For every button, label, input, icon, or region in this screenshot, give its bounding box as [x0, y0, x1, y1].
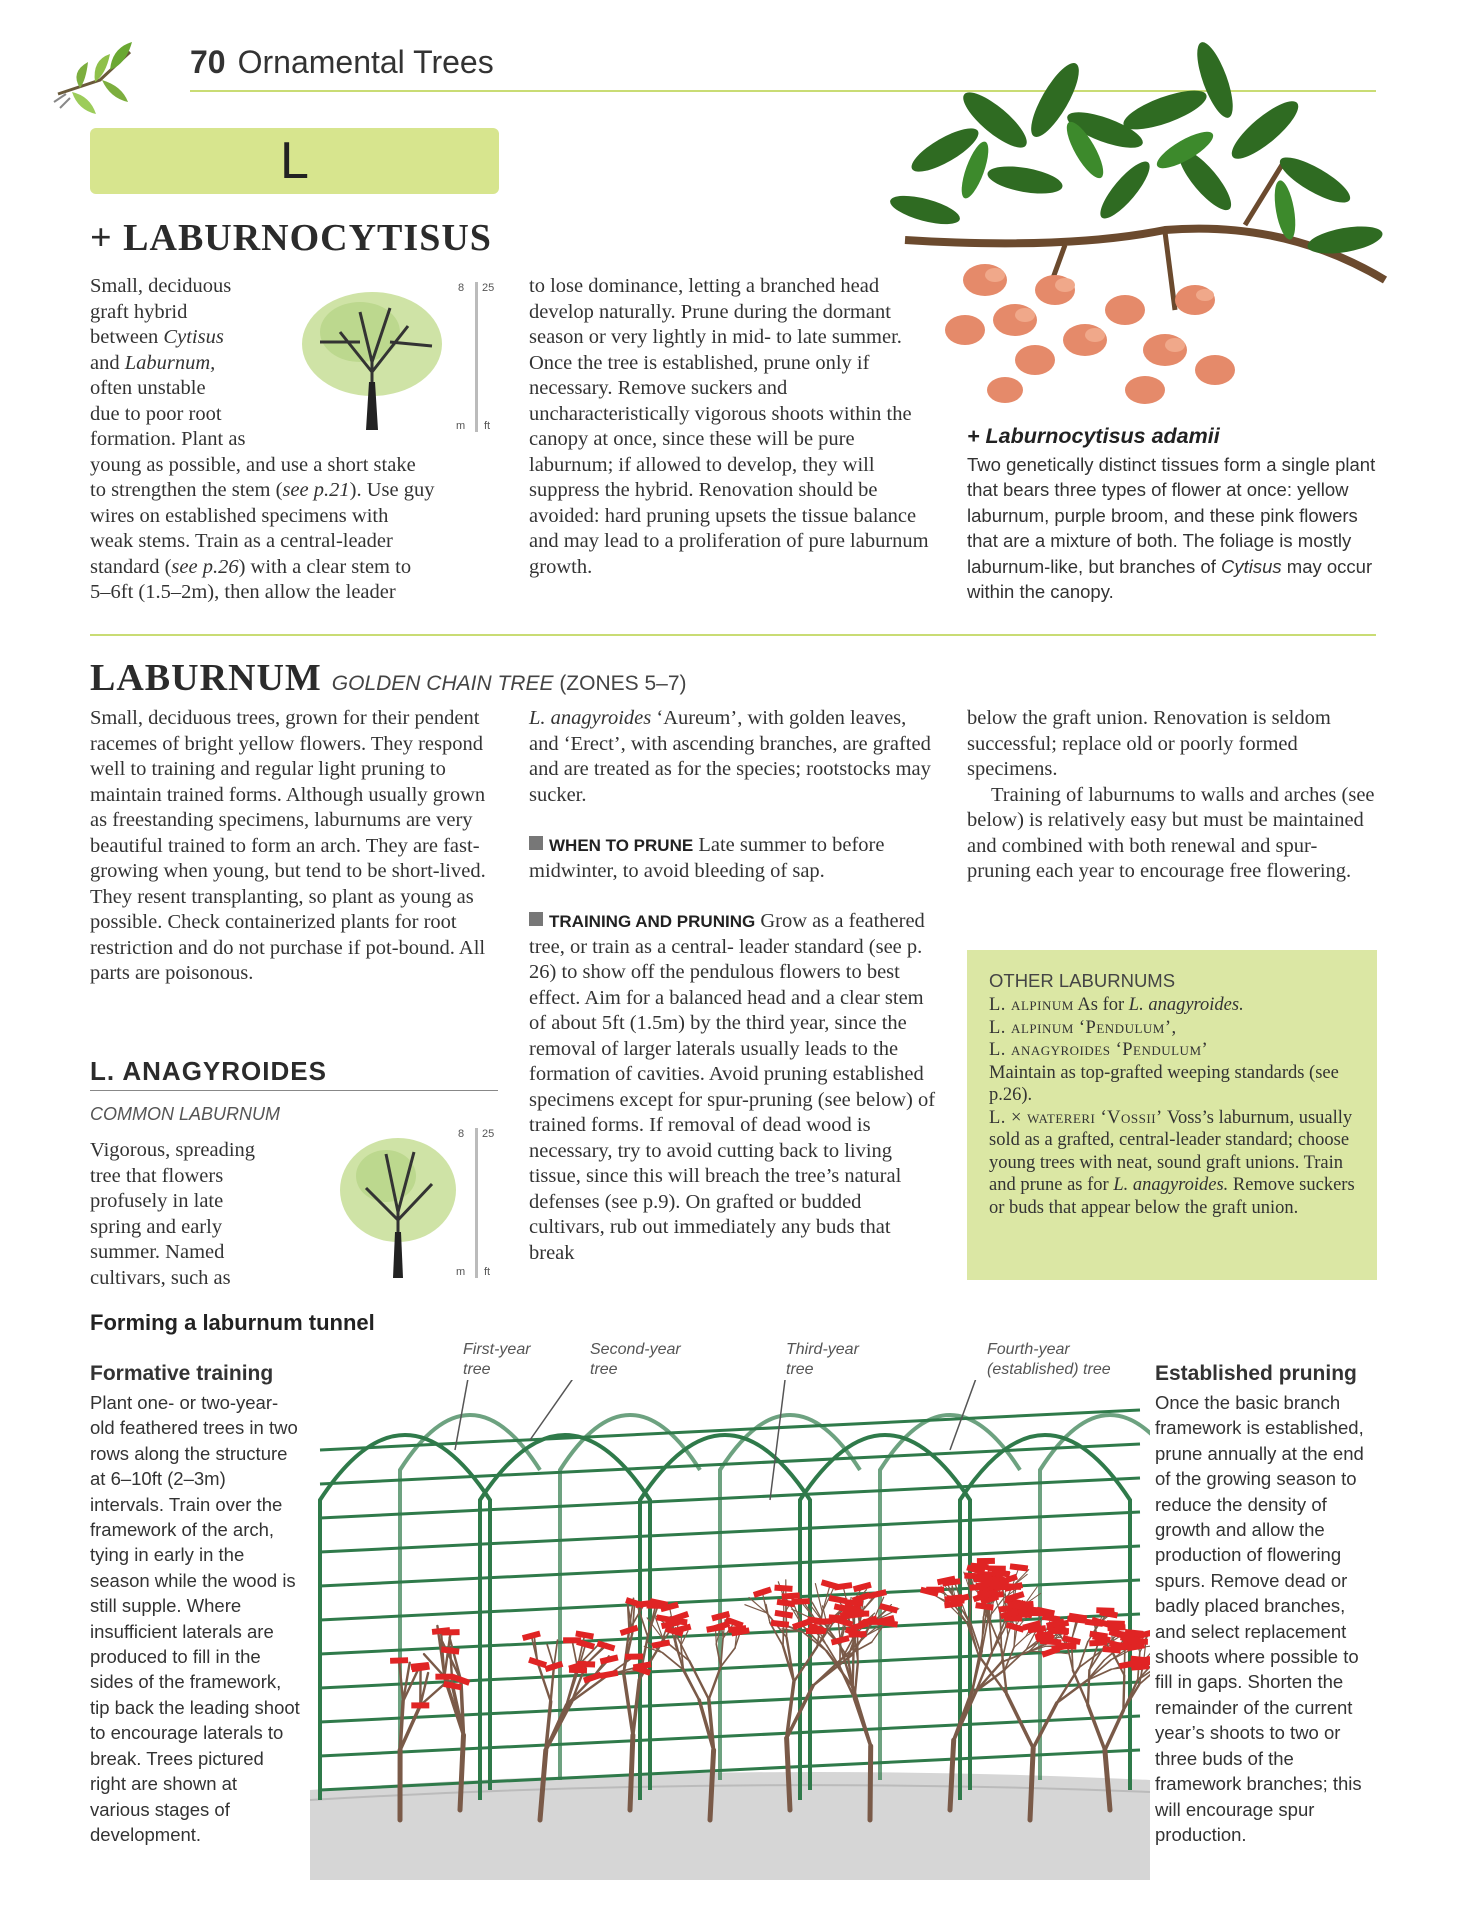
tie-mark [834, 1582, 853, 1590]
scale-top-m: 8 [458, 1128, 465, 1140]
tie-mark [1003, 1583, 1021, 1590]
tunnel-title: Forming a laburnum tunnel [90, 1310, 375, 1335]
tree-branch [1073, 1670, 1088, 1705]
tree-branch [855, 1662, 858, 1699]
tie-mark [879, 1603, 898, 1613]
tie-mark [1107, 1624, 1125, 1631]
other-laburnums-box [967, 950, 1377, 1280]
tie-mark [829, 1595, 848, 1604]
laburnocytisus-photo [865, 40, 1395, 420]
scale-top-ft: 25 [482, 1128, 495, 1140]
tie-mark [435, 1674, 453, 1680]
tree-branch [1088, 1670, 1090, 1705]
formative-title: Formative training [90, 1362, 274, 1385]
arch-hoop-rear [400, 1415, 540, 1780]
scale-bar-1 [475, 282, 478, 432]
anagyroides-title: L. ANAGYROIDES [90, 1056, 327, 1086]
laburnum-col3 [967, 706, 1377, 885]
formative-text: Plant one- or two-year-old feathered trees in two rows along the structure at 6–10ft (2–3m) intervals. Train over the framework of the arch, tying in early in the season while the wood is still supple. Where insufficient laterals are produced to fill in the sides of the framework, tip back the leading shoot to encourage laterals to break. Trees pictured right are shown at various stages of development. [90, 1392, 300, 1845]
tie-mark [806, 1628, 824, 1634]
tie-mark [442, 1629, 460, 1635]
tree-branch [1030, 1748, 1033, 1820]
tie-mark [1010, 1563, 1029, 1571]
tie-mark [596, 1640, 615, 1651]
tree-branch [787, 1738, 790, 1810]
scale-unit-ft: ft [484, 420, 491, 432]
text-line: profusely in late [90, 1190, 224, 1212]
tree-branch [1124, 1646, 1125, 1675]
text-line: to strengthen the stem (see p.21). Use guy [90, 479, 435, 501]
laburnum-common-name: GOLDEN CHAIN TREE [331, 672, 554, 695]
text-line: often unstable [90, 377, 206, 399]
tree-branch [990, 1625, 992, 1652]
tie-mark [851, 1611, 869, 1617]
tunnel-illustration [310, 1380, 1150, 1880]
tie-mark [974, 1576, 992, 1583]
tree-branch [1088, 1705, 1105, 1750]
tie-mark [792, 1598, 810, 1605]
laburnum-heading [90, 656, 687, 700]
tie-mark [988, 1565, 1006, 1571]
tie-mark [1058, 1643, 1076, 1650]
entry-alpinum: L. alpinum As for L. anagyroides. [989, 995, 1244, 1015]
tree-branch [460, 1735, 464, 1810]
tie-mark [977, 1558, 995, 1564]
text-line: cultivars, such as [90, 1266, 231, 1289]
scale-unit-m: m [456, 420, 466, 432]
tie-mark [563, 1637, 581, 1643]
tree-branch [855, 1699, 871, 1747]
text-line: and Laburnum, [90, 351, 216, 374]
tie-mark [411, 1702, 429, 1708]
paragraph: to lose dominance, letting a branched head develop naturally. Prune during the dormant season or very lightly in mid- to late summer. Once the tree is established, prune only if necessary. Remove suckers and uncharacteristically vigorous shoots within the canopy at once, since these will be pure laburnum; if allowed to develop, they will suppress the hybrid. Renovation should be avoided: hard pruning upsets the tissue balance and may lead to a proliferation of pure laburnum growth. [529, 275, 929, 578]
frame-rail [320, 1478, 1140, 1518]
laburnocytisus-caption: Two genetically distinct tissues form a single plant that bears three types of flower at once: yellow laburnum, purple broom, and these pink flowers that are a mixture of both. The foliage is mostly laburnum-like, but branches of Cytisus may occur within the canopy. [967, 454, 1376, 603]
laburnum-col2 [529, 706, 937, 1266]
text-line: young as possible, and use a short stake [90, 453, 416, 476]
tree-branch [745, 1605, 767, 1613]
frame-rail [320, 1716, 1140, 1756]
anagyroides-text [90, 1138, 320, 1291]
tree-branch [786, 1603, 787, 1637]
when-to-prune: WHEN TO PRUNE Late summer to before midwinter, to avoid bleeding of sap. [529, 834, 885, 882]
training-and-pruning: TRAINING AND PRUNING Grow as a feathered tree, or train as a central- leader standard (see p. 26) to show off the pendulous flowers to best effect. Aim for a balanced head and a clear stem of about 5ft (1.5m) by the third year, since the removal of larger laterals usually leads to the formation of cavities. Avoid pruning established specimens except for spur-pruning (see below) of trained forms. If removal of dead wood is necessary, try to avoid cutting back to living tissue, since this will breach the tree’s natural defenses (see p.9). On grafted or budded cultivars, rub out immediately any buds that break [529, 910, 936, 1264]
label-second-year: Second-year tree [590, 1341, 681, 1378]
text-line: Small, deciduous [90, 275, 232, 297]
laburnocytisus-caption-title: + Laburnocytisus adamii [967, 424, 1220, 448]
tree-branch [1089, 1643, 1098, 1670]
tree-branch [870, 1746, 871, 1820]
tie-mark [829, 1614, 847, 1621]
letter-tab-label: L [280, 132, 309, 190]
paragraph: L. anagyroides ‘Aureum’, with golden leaves, and ‘Erect’, with ascending branches, are grafted and are treated as for the species; rootstocks may sucker. [529, 707, 931, 806]
tie-mark [853, 1582, 872, 1592]
text-line: wires on established specimens with [90, 504, 389, 527]
tree-branch [630, 1735, 633, 1810]
label-third-year: Third-year tree [786, 1341, 859, 1378]
text-line: Vigorous, spreading [90, 1139, 256, 1161]
frame-rail [320, 1512, 1140, 1552]
entry-anagyroides-pendulum: L. anagyroides ‘Pendulum’ [989, 1040, 1209, 1060]
laburnocytisus-col2 [529, 274, 929, 580]
tie-mark [390, 1657, 408, 1664]
header-title [190, 44, 494, 81]
text-line: 5–6ft (1.5–2m), then allow the leader [90, 581, 396, 603]
tie-mark [651, 1639, 670, 1648]
text-line: summer. Named [90, 1241, 225, 1263]
section-rule [90, 634, 1376, 636]
label-first-year: First-year tree [463, 1341, 531, 1378]
label-fourth-year: Fourth-year (established) tree [987, 1341, 1111, 1378]
anagyroides-rule [90, 1090, 498, 1091]
tree-branch [970, 1592, 971, 1620]
established-title: Established pruning [1155, 1362, 1357, 1385]
tree-branch [689, 1661, 708, 1699]
text-line: between Cytisus [90, 326, 224, 348]
entry-pendulum-text: Maintain as top-grafted weeping standards (see p.26). [989, 1062, 1339, 1105]
text-line: formation. Plant as [90, 428, 246, 450]
paragraph: Training of laburnums to walls and arches (see below) is relatively easy but must be maintained and combined with both renewal and spur-pruning each year to encourage free flowering. [967, 783, 1375, 882]
established-text: Once the basic branch framework is established, prune annually at the end of the growing season to reduce the density of growth and allow the production of flowering spurs. Remove dead or badly placed branches, and select replacement shoots where possible to fill in gaps. Shorten the remainder of the current year’s shoots to two or three buds of the framework branches; this will encourage spur production. [1155, 1392, 1364, 1845]
tree-branch [783, 1614, 784, 1646]
tree-branch [547, 1645, 554, 1667]
tie-mark [774, 1585, 792, 1592]
tree-silhouette-anagyroides [336, 1128, 466, 1280]
tree-branch [551, 1667, 554, 1702]
tree-branch [815, 1584, 822, 1613]
laburnum-col1 [90, 706, 490, 987]
entry-alpinum-pendulum: L. alpinum ‘Pendulum’, [989, 1017, 1177, 1038]
section-title: Ornamental Trees [237, 44, 494, 80]
tree-branch [853, 1644, 854, 1687]
tie-mark [782, 1592, 800, 1599]
other-laburnums-title: OTHER LABURNUMS [989, 970, 1176, 991]
scale-top-m: 8 [458, 282, 465, 294]
laburnum-title: LABURNUM [90, 657, 322, 699]
paragraph: Small, deciduous trees, grown for their pendent racemes of bright yellow flowers. They respond well to training and regular light pruning to maintain trained forms. Although usually grown as freestanding specimens, laburnums are very beautiful trained to form an arch. They are fast-growing when young, but tend to be short-lived. They resent transplanting, so plant as young as possible. Check containerized plants for root restriction and do not purchase if pot-bound. All parts are poisonous. [90, 707, 486, 984]
tree-silhouette-laburnocytisus [300, 282, 460, 432]
text-line: tree that flowers [90, 1164, 224, 1187]
header-logo-sprig [50, 32, 142, 124]
text-line: weak stems. Train as a central-leader [90, 530, 393, 552]
anagyroides-common-name: COMMON LABURNUM [90, 1104, 281, 1124]
tie-mark [753, 1587, 772, 1598]
text-line: standard (see p.26) with a clear stem to [90, 555, 412, 578]
letter-tab [90, 128, 499, 194]
tie-mark [848, 1631, 866, 1638]
scale-bar-2 [475, 1128, 478, 1278]
tie-mark [625, 1653, 643, 1659]
scale-top-ft: 25 [482, 282, 495, 294]
laburnocytisus-title: + LABURNOCYTISUS [90, 217, 492, 259]
entry-vossii: L. × watereri ‘Vossii’ Voss’s laburnum, usually sold as a grafted, central-leader standard; choose young trees with neat, sound graft unions. Train and prune as for L. anagyroides. Remove suckers or buds that appear below the graft union. [989, 1107, 1355, 1218]
paragraph: below the graft union. Renovation is seldom successful; replace old or poorly formed specimens. [967, 707, 1331, 780]
tie-mark [577, 1661, 595, 1668]
scale-unit-m: m [456, 1266, 466, 1278]
tie-mark [600, 1670, 619, 1679]
text-line: spring and early [90, 1215, 223, 1238]
scale-unit-ft: ft [484, 1266, 491, 1278]
text-line: due to poor root [90, 402, 222, 425]
tree-branch [976, 1662, 1001, 1691]
text-line: graft hybrid [90, 300, 188, 323]
tree-branch [1123, 1676, 1124, 1711]
page-number: 70 [190, 44, 226, 80]
laburnum-zones: (ZONES 5–7) [553, 672, 687, 695]
tree-branch [1033, 1703, 1057, 1748]
tree-branch [624, 1673, 633, 1736]
